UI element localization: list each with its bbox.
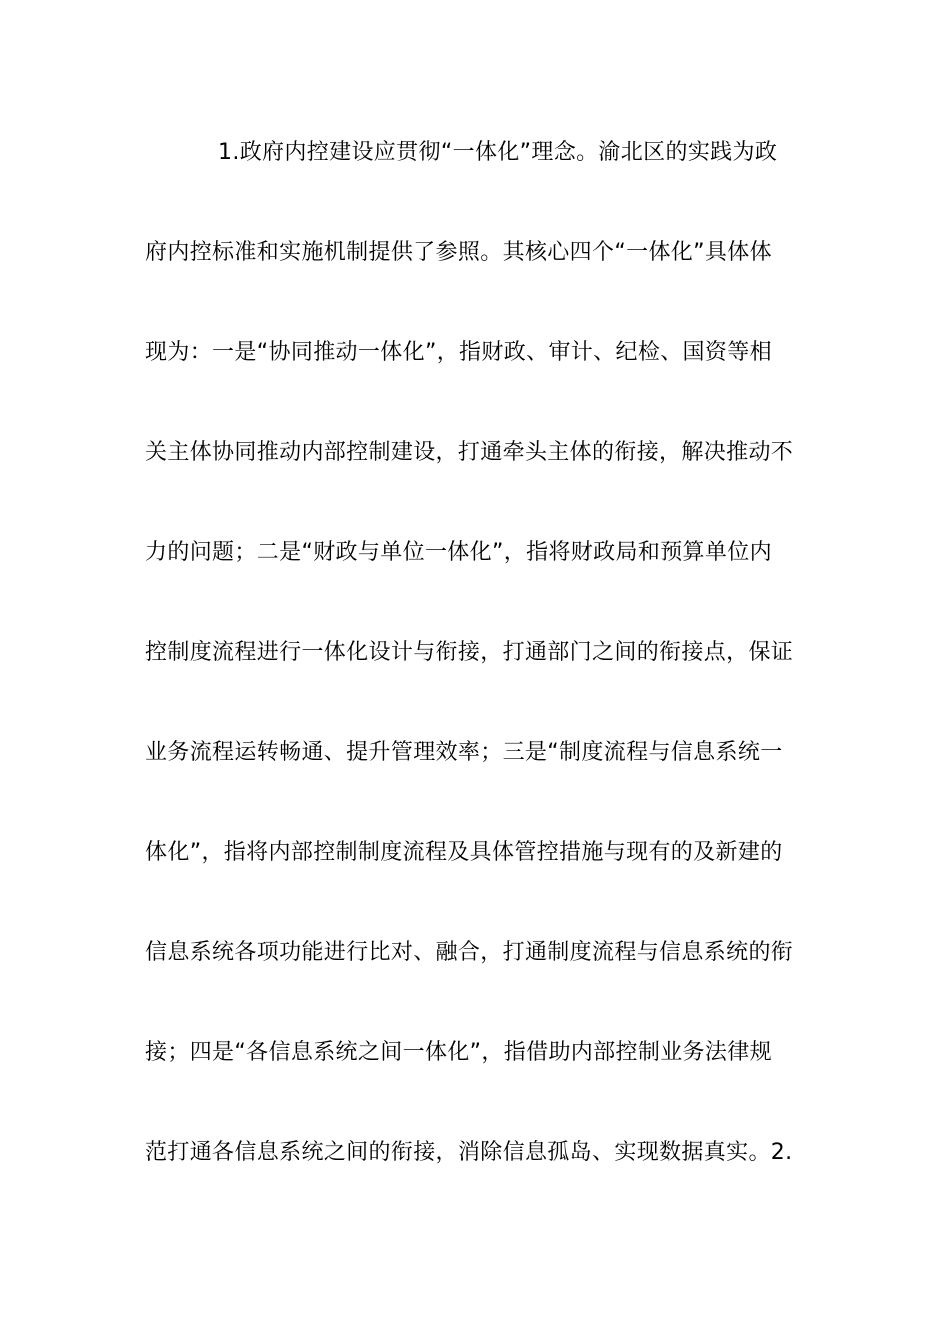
text-line-11: 范打通各信息系统之间的衔接，消除信息孤岛、实现数据真实。2. xyxy=(145,1140,793,1165)
text-line-5: 力的问题；二是“财政与单位一体化”，指将财政局和预算单位内 xyxy=(145,540,772,565)
text-line-4: 关主体协同推动内部控制建设，打通牵头主体的衔接，解决推动不 xyxy=(145,440,794,465)
text-line-8: 体化”，指将内部控制制度流程及具体管控措施与现有的及新建的 xyxy=(145,840,783,865)
text-line-1: 1.政府内控建设应贯彻“一体化”理念。渝北区的实践为政 xyxy=(218,140,778,165)
text-line-2: 府内控标准和实施机制提供了参照。其核心四个“一体化”具体体 xyxy=(145,240,772,265)
text-line-9: 信息系统各项功能进行比对、融合，打通制度流程与信息系统的衔 xyxy=(145,940,794,965)
text-line-7: 业务流程运转畅通、提升管理效率；三是“制度流程与信息系统一 xyxy=(145,740,783,765)
body-paragraph xyxy=(145,128,807,1228)
text-line-10: 接；四是“各信息系统之间一体化”，指借助内部控制业务法律规 xyxy=(145,1040,772,1065)
text-line-6: 控制度流程进行一体化设计与衔接，打通部门之间的衔接点，保证 xyxy=(145,640,794,665)
text-line-3: 现为：一是“协同推动一体化”，指财政、审计、纪检、国资等相 xyxy=(145,340,772,365)
